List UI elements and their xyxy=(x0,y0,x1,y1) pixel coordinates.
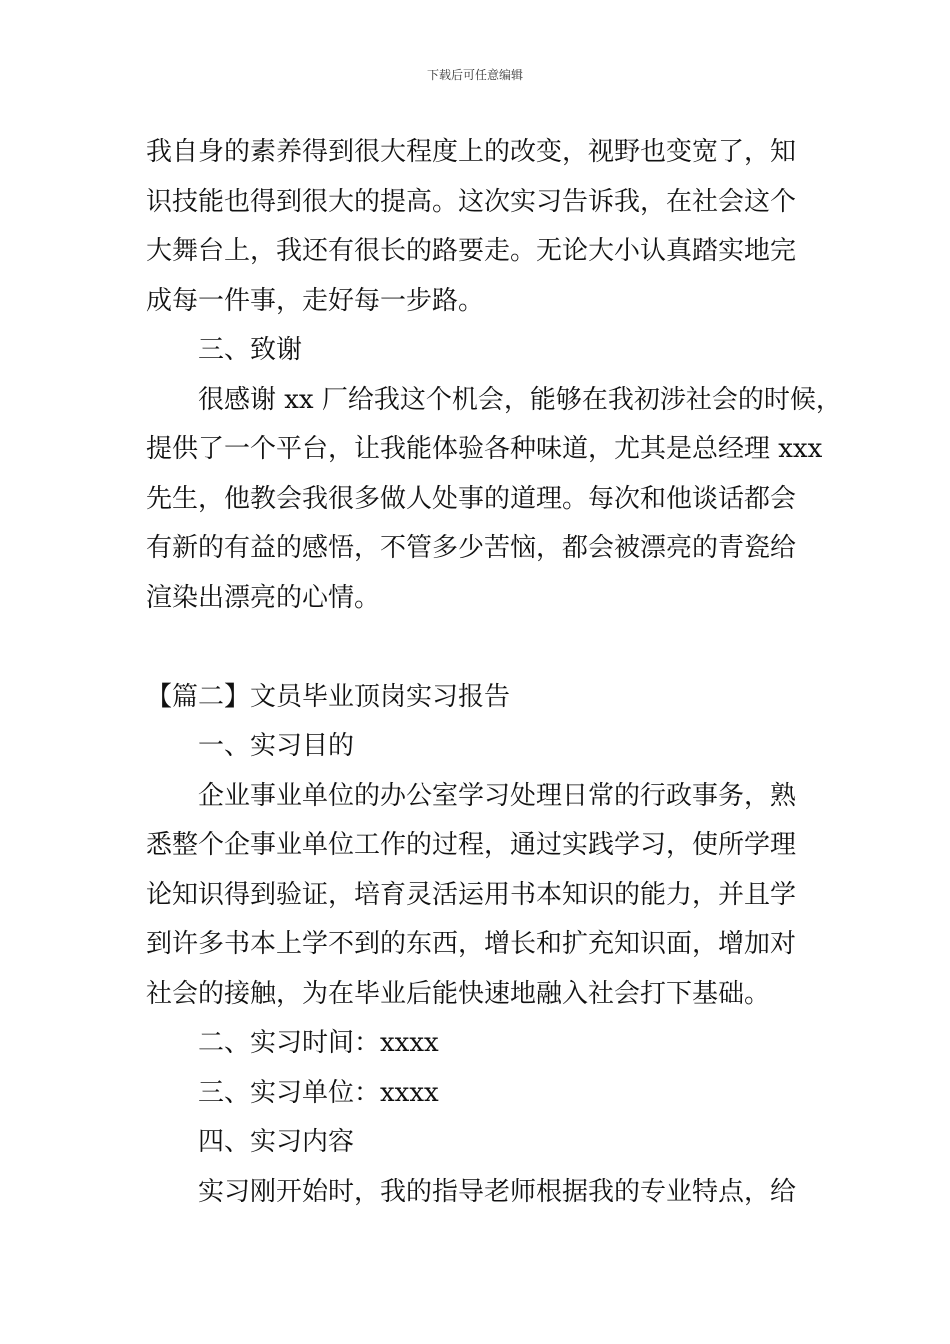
paragraph xyxy=(146,128,814,326)
text-line: 论知识得到验证，培育灵活运用书本知识的能力，并且学 xyxy=(146,879,797,910)
text-line: 一、实习目的 xyxy=(198,731,355,761)
section-heading xyxy=(146,1069,814,1119)
text-line: 先生，他教会我很多做人处事的道理。每次和他谈话都会 xyxy=(146,483,797,514)
paragraph xyxy=(146,376,842,624)
text-line: 成每一件事，走好每一步路。 xyxy=(146,285,485,316)
section-title xyxy=(146,673,814,723)
section-heading xyxy=(146,326,814,376)
section-heading xyxy=(146,722,814,772)
text-line: 提供了一个平台，让我能体验各种味道，尤其是总经理 xxx xyxy=(146,434,823,464)
section-heading xyxy=(146,1118,814,1168)
section-spacer xyxy=(146,623,814,673)
page-header-note: 下载后可任意编辑 xyxy=(426,68,523,82)
text-line: 大舞台上，我还有很长的路要走。无论大小认真踏实地完 xyxy=(146,236,797,266)
paragraph xyxy=(146,1168,814,1218)
section-heading xyxy=(146,1019,814,1069)
text-line: 很感谢 xx 厂给我这个机会，能够在我初涉社会的时候， xyxy=(198,384,842,415)
text-line: 三、致谢 xyxy=(198,335,303,365)
text-line: 二、实习时间：xxxx xyxy=(198,1028,439,1058)
text-line: 【篇二】文员毕业顶岗实习报告 xyxy=(146,681,511,712)
text-line: 企业事业单位的办公室学习处理日常的行政事务，熟 xyxy=(198,780,797,811)
text-line: 实习刚开始时，我的指导老师根据我的专业特点，给 xyxy=(198,1176,797,1207)
text-line: 社会的接触，为在毕业后能快速地融入社会打下基础。 xyxy=(146,978,771,1009)
text-line: 我自身的素养得到很大程度上的改变，视野也变宽了，知 xyxy=(146,137,797,167)
text-line: 四、实习内容 xyxy=(198,1127,355,1157)
paragraph xyxy=(146,772,814,1020)
text-line: 三、实习单位：xxxx xyxy=(198,1077,439,1108)
text-line: 渲染出漂亮的心情。 xyxy=(146,582,381,613)
text-line: 识技能也得到很大的提高。这次实习告诉我，在社会这个 xyxy=(146,186,797,217)
text-line: 有新的有益的感悟，不管多少苦恼，都会被漂亮的青瓷给 xyxy=(146,533,797,563)
text-line: 悉整个企事业单位工作的过程，通过实践学习，使所学理 xyxy=(146,830,797,860)
document-body xyxy=(146,128,842,1217)
text-line: 到许多书本上学不到的东西，增长和扩充知识面，增加对 xyxy=(146,929,797,959)
